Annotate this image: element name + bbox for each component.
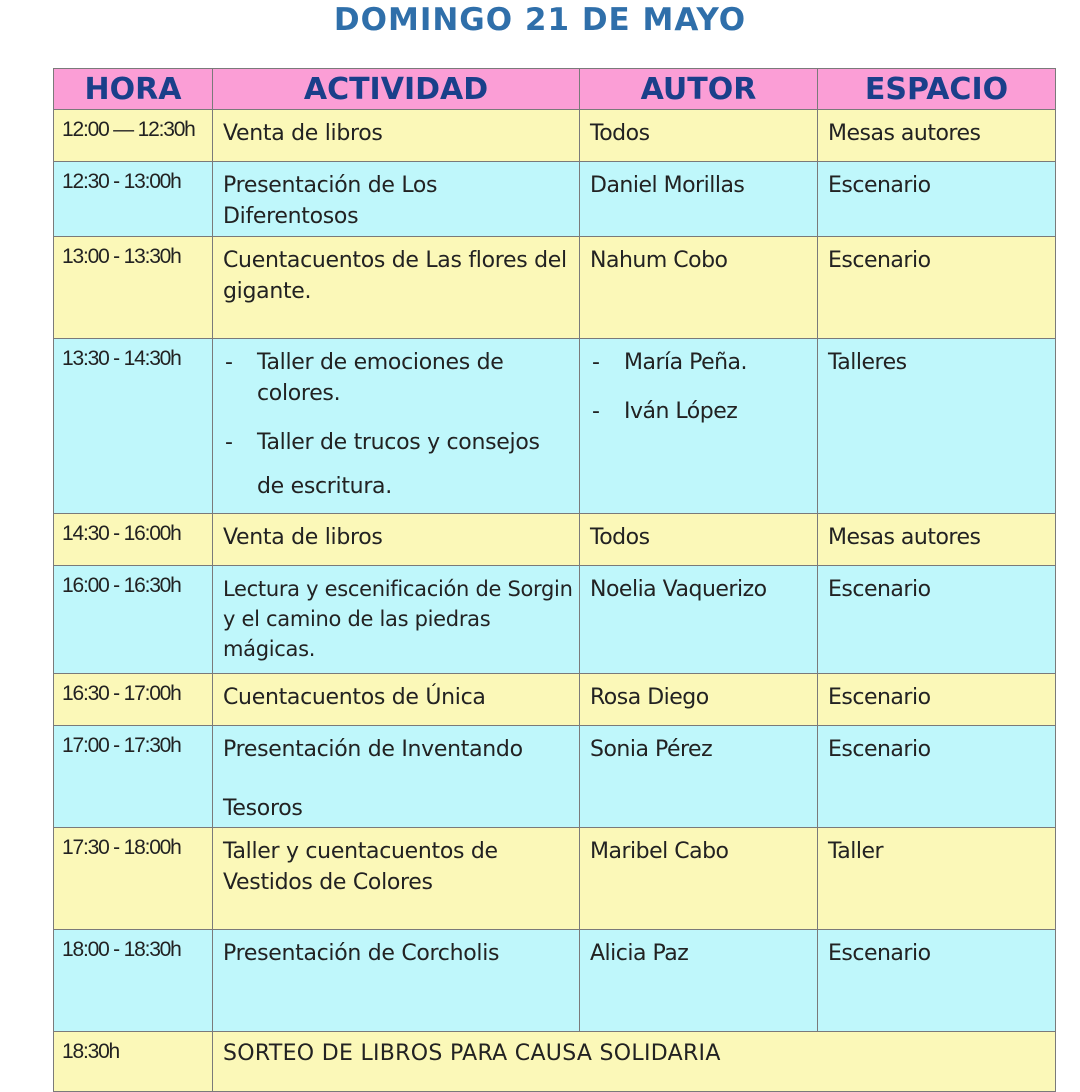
autor-cell — [580, 339, 818, 514]
espacio-cell: Taller — [818, 828, 1056, 930]
hora-cell: 18:00 - 18:30h — [54, 930, 213, 1032]
table-row — [54, 726, 1056, 828]
sorteo-cell: SORTEO DE LIBROS PARA CAUSA SOLIDARIA — [213, 1032, 1056, 1092]
table-row — [54, 237, 1056, 339]
actividad-cell — [213, 339, 580, 514]
actividad-cell: Lectura y escenificación de Sorgin y el camino de las piedras mágicas. — [213, 566, 580, 674]
hora-cell: 13:00 - 13:30h — [54, 237, 213, 339]
autor-cell: Alicia Paz — [580, 930, 818, 1032]
espacio-cell: Mesas autores — [818, 110, 1056, 162]
autor-cell: Todos — [580, 110, 818, 162]
actividad-list-item: - Taller de trucos y consejos de escritura. — [223, 421, 573, 509]
espacio-cell: Talleres — [818, 339, 1056, 514]
hora-cell: 17:30 - 18:00h — [54, 828, 213, 930]
actividad-line: Presentación de Inventando — [223, 737, 523, 762]
table-row — [54, 828, 1056, 930]
header-row — [54, 69, 1056, 110]
actividad-cell: Cuentacuentos de Única — [213, 674, 580, 726]
actividad-cell: Venta de libros — [213, 514, 580, 566]
espacio-cell: Escenario — [818, 162, 1056, 237]
header-actividad: ACTIVIDAD — [213, 69, 580, 110]
actividad-cell — [213, 726, 580, 828]
table-row — [54, 339, 1056, 514]
table-row — [54, 1032, 1056, 1092]
hora-cell: 16:00 - 16:30h — [54, 566, 213, 674]
espacio-cell: Escenario — [818, 930, 1056, 1032]
autor-cell: Noelia Vaquerizo — [580, 566, 818, 674]
actividad-cell: Cuentacuentos de Las flores del gigante. — [213, 237, 580, 339]
table-row — [54, 566, 1056, 674]
espacio-cell: Escenario — [818, 674, 1056, 726]
actividad-line: Tesoros — [223, 796, 303, 821]
hora-cell: 13:30 - 14:30h — [54, 339, 213, 514]
hora-cell: 14:30 - 16:00h — [54, 514, 213, 566]
hora-cell: 18:30h — [54, 1032, 213, 1092]
autor-cell: Maribel Cabo — [580, 828, 818, 930]
hora-cell: 12:30 - 13:00h — [54, 162, 213, 237]
autor-cell: Sonia Pérez — [580, 726, 818, 828]
espacio-cell: Escenario — [818, 237, 1056, 339]
hora-cell: 12:00 — 12:30h — [54, 110, 213, 162]
header-hora: HORA — [54, 69, 213, 110]
espacio-cell: Mesas autores — [818, 514, 1056, 566]
actividad-cell: Venta de libros — [213, 110, 580, 162]
autor-list-item: - Iván López — [590, 396, 811, 427]
header-espacio: ESPACIO — [818, 69, 1056, 110]
autor-cell: Nahum Cobo — [580, 237, 818, 339]
hora-cell: 17:00 - 17:30h — [54, 726, 213, 828]
autor-list-item: - María Peña. — [590, 347, 811, 378]
actividad-list-item: - Taller de emociones de colores. — [223, 347, 573, 409]
actividad-cell: Presentación de Corcholis — [213, 930, 580, 1032]
espacio-cell: Escenario — [818, 566, 1056, 674]
hora-cell: 16:30 - 17:00h — [54, 674, 213, 726]
autor-cell: Daniel Morillas — [580, 162, 818, 237]
header-autor: AUTOR — [580, 69, 818, 110]
table-row — [54, 110, 1056, 162]
espacio-cell: Escenario — [818, 726, 1056, 828]
table-row — [54, 514, 1056, 566]
page-title: DOMINGO 21 DE MAYO — [333, 2, 747, 38]
table-row — [54, 162, 1056, 237]
autor-cell: Rosa Diego — [580, 674, 818, 726]
autor-cell: Todos — [580, 514, 818, 566]
actividad-cell: Presentación de Los Diferentosos — [213, 162, 580, 237]
table-row — [54, 930, 1056, 1032]
schedule-table — [53, 68, 1056, 1092]
actividad-cell: Taller y cuentacuentos de Vestidos de Colores — [213, 828, 580, 930]
table-row — [54, 674, 1056, 726]
